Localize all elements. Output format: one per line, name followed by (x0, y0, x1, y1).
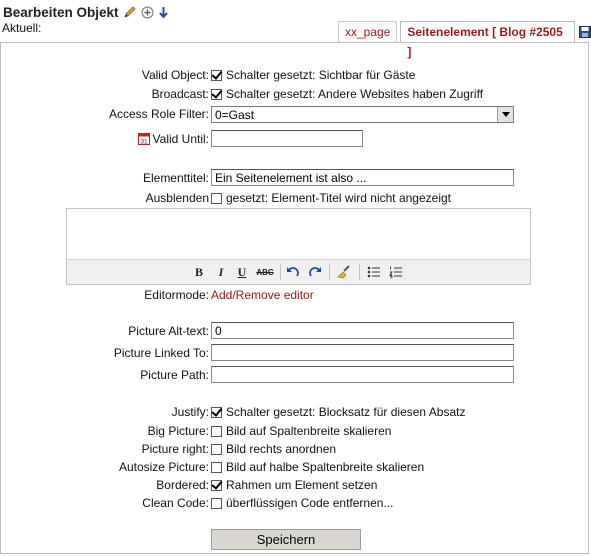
autosize-picture-label: Autosize Picture: (118, 460, 209, 474)
add-remove-editor-link[interactable]: Add/Remove editor (211, 288, 314, 302)
calendar-icon[interactable] (138, 133, 150, 145)
valid-object-checkbox[interactable] (211, 70, 222, 81)
calendar-day: 31 (139, 138, 148, 145)
big-picture-field (211, 424, 391, 438)
ausblenden-text: gesetzt: Element-Titel wird nicht angezeigt (226, 191, 451, 205)
valid-object-field (211, 68, 415, 82)
picture-right-checkbox[interactable] (211, 444, 222, 455)
valid-until-label: Valid Until: (152, 132, 209, 146)
autosize-picture-text: Bild auf halbe Spaltenbreite skalieren (226, 460, 425, 474)
picture-alt-label: Picture Alt-text: (128, 324, 209, 338)
editormode-field (211, 288, 314, 302)
valid-until-label-wrap (138, 132, 209, 146)
clean-code-label: Clean Code: (142, 496, 209, 510)
big-picture-checkbox[interactable] (211, 426, 222, 437)
elementtitel-input[interactable] (211, 169, 514, 186)
big-picture-text: Bild auf Spaltenbreite skalieren (226, 424, 392, 438)
picture-right-text: Bild rechts anordnen (226, 442, 337, 456)
ausblenden-checkbox[interactable] (211, 193, 222, 204)
elementtitel-label: Elementtitel: (142, 171, 209, 185)
add-circle-icon[interactable] (141, 6, 154, 19)
page-header (3, 3, 169, 21)
editormode-label: Editormode: (144, 288, 209, 302)
picture-linked-input[interactable] (211, 344, 514, 361)
bordered-text: Rahmen um Element setzen (226, 478, 378, 492)
picture-alt-input[interactable] (211, 322, 514, 339)
broadcast-label: Broadcast: (151, 87, 209, 101)
justify-text: Schalter gesetzt: Blocksatz für diesen Absatz (226, 405, 466, 419)
numbered-list-icon[interactable] (388, 264, 404, 280)
toolbar-separator (280, 264, 281, 280)
justify-label: Justify: (171, 405, 209, 419)
justify-field (211, 405, 465, 419)
picture-path-input[interactable] (211, 366, 514, 383)
editor-toolbar (67, 259, 530, 284)
picture-linked-label: Picture Linked To: (113, 346, 209, 360)
aktuell-label: Aktuell: (2, 21, 42, 35)
autosize-picture-field (211, 460, 424, 474)
clean-code-checkbox[interactable] (211, 498, 222, 509)
bordered-checkbox[interactable] (211, 480, 222, 491)
chevron-down-icon[interactable] (497, 107, 513, 122)
save-icon[interactable] (579, 22, 591, 42)
access-role-select[interactable] (211, 106, 514, 123)
autosize-picture-checkbox[interactable] (211, 462, 222, 473)
toolbar-separator (329, 264, 330, 280)
tab-seitenelement[interactable]: Seitenelement [ Blog #2505 ] (400, 21, 575, 42)
broadcast-checkbox[interactable] (211, 89, 222, 100)
broadcast-text: Schalter gesetzt: Andere Websites haben Zugriff (226, 87, 484, 101)
picture-right-field (211, 442, 336, 456)
redo-icon[interactable] (307, 264, 323, 280)
undo-icon[interactable] (285, 264, 301, 280)
underline-button[interactable]: U (237, 264, 247, 279)
picture-right-label: Picture right: (141, 442, 209, 456)
italic-button[interactable]: I (218, 264, 224, 279)
page-title: Bearbeiten Objekt (3, 4, 119, 20)
access-role-label: Access Role Filter: (108, 107, 209, 121)
toolbar-separator (359, 264, 360, 280)
pencil-icon[interactable] (123, 5, 137, 19)
clean-code-field (211, 496, 393, 510)
save-button[interactable]: Speichern (211, 529, 361, 550)
arrow-down-icon[interactable] (158, 6, 169, 19)
broadcast-field (211, 87, 483, 101)
tab-xx-page[interactable]: xx_page (338, 21, 397, 42)
picture-path-label: Picture Path: (140, 368, 209, 382)
ausblenden-label: Ausblenden (145, 191, 209, 205)
bold-button[interactable]: B (194, 264, 203, 279)
valid-until-input[interactable] (211, 130, 363, 147)
valid-object-text: Schalter gesetzt: Sichtbar für Gäste (226, 68, 416, 82)
clean-code-text: überflüssigen Code entfernen... (226, 496, 394, 510)
access-role-value: 0=Gast (215, 108, 255, 122)
valid-object-label: Valid Object: (141, 68, 209, 82)
bullet-list-icon[interactable] (366, 264, 382, 280)
big-picture-label: Big Picture: (147, 424, 209, 438)
bordered-label: Bordered: (156, 478, 209, 492)
clean-format-icon[interactable] (335, 264, 353, 280)
bordered-field (211, 478, 377, 492)
ausblenden-field (211, 191, 451, 205)
strikethrough-button[interactable]: ABC (256, 267, 274, 277)
justify-checkbox[interactable] (211, 407, 222, 418)
tab-bar (338, 20, 591, 59)
rich-text-editor[interactable] (66, 208, 531, 285)
